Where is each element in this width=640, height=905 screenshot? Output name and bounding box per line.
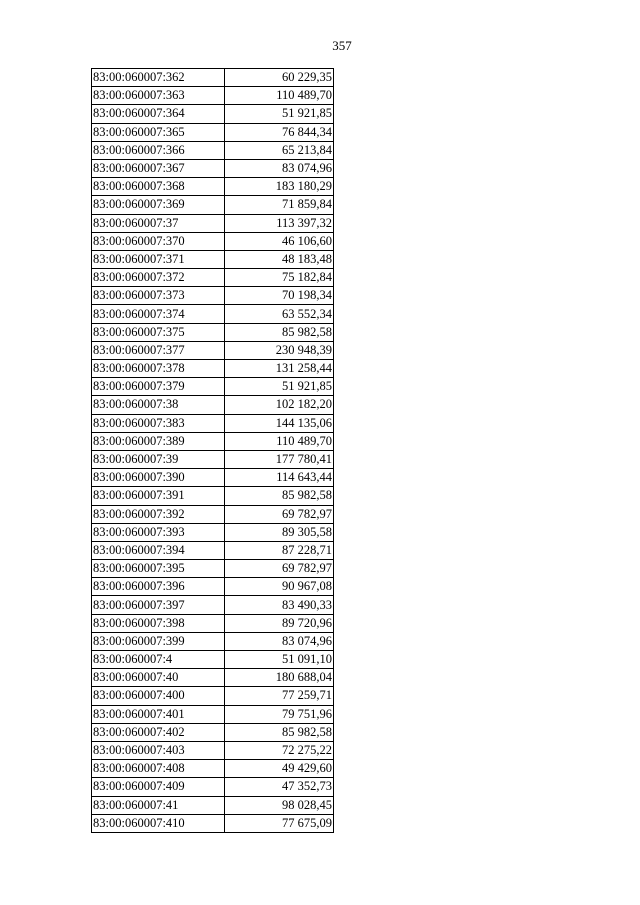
table-row [92,69,334,87]
table-row [92,105,334,123]
value-cell: 49 429,60 [225,760,334,778]
cadastral-number-cell: 83:00:060007:395 [92,560,225,578]
value-cell: 89 305,58 [225,523,334,541]
value-cell: 144 135,06 [225,414,334,432]
cadastral-number-cell: 83:00:060007:402 [92,723,225,741]
table-row [92,450,334,468]
cadastral-number-cell: 83:00:060007:393 [92,523,225,541]
table-row [92,432,334,450]
value-cell: 79 751,96 [225,705,334,723]
table-row [92,487,334,505]
table-row [92,523,334,541]
table-row [92,760,334,778]
cadastral-number-cell: 83:00:060007:38 [92,396,225,414]
value-cell: 183 180,29 [225,178,334,196]
cadastral-number-cell: 83:00:060007:400 [92,687,225,705]
cadastral-number-cell: 83:00:060007:362 [92,69,225,87]
table-row [92,214,334,232]
cadastral-number-cell: 83:00:060007:392 [92,505,225,523]
table-row [92,123,334,141]
table-row [92,632,334,650]
table-body [92,69,334,833]
table-row [92,469,334,487]
table-row [92,541,334,559]
cadastral-number-cell: 83:00:060007:373 [92,287,225,305]
cadastral-number-cell: 83:00:060007:398 [92,614,225,632]
value-cell: 98 028,45 [225,796,334,814]
table-row [92,578,334,596]
cadastral-number-cell: 83:00:060007:368 [92,178,225,196]
table-row [92,414,334,432]
cadastral-number-cell: 83:00:060007:377 [92,341,225,359]
table-row [92,505,334,523]
table-row [92,141,334,159]
value-cell: 46 106,60 [225,232,334,250]
cadastral-number-cell: 83:00:060007:397 [92,596,225,614]
table-row [92,87,334,105]
table-row [92,614,334,632]
table-row [92,159,334,177]
cadastral-number-cell: 83:00:060007:40 [92,669,225,687]
cadastral-number-cell: 83:00:060007:39 [92,450,225,468]
cadastral-number-cell: 83:00:060007:370 [92,232,225,250]
cadastral-number-cell: 83:00:060007:378 [92,360,225,378]
table-row [92,596,334,614]
table-row [92,560,334,578]
value-cell: 70 198,34 [225,287,334,305]
value-cell: 90 967,08 [225,578,334,596]
cadastral-number-cell: 83:00:060007:372 [92,269,225,287]
cadastral-number-cell: 83:00:060007:365 [92,123,225,141]
value-cell: 51 921,85 [225,378,334,396]
cadastral-number-cell: 83:00:060007:401 [92,705,225,723]
value-cell: 76 844,34 [225,123,334,141]
cadastral-number-cell: 83:00:060007:41 [92,796,225,814]
cadastral-number-cell: 83:00:060007:375 [92,323,225,341]
value-cell: 60 229,35 [225,69,334,87]
table-row [92,232,334,250]
table-row [92,741,334,759]
cadastral-number-cell: 83:00:060007:403 [92,741,225,759]
table-row [92,814,334,832]
cadastral-number-cell: 83:00:060007:364 [92,105,225,123]
cadastral-value-table [91,68,334,833]
value-cell: 69 782,97 [225,505,334,523]
table-row [92,196,334,214]
table-row [92,178,334,196]
cadastral-number-cell: 83:00:060007:409 [92,778,225,796]
value-cell: 48 183,48 [225,250,334,268]
page-number: 357 [332,38,352,53]
cadastral-number-cell: 83:00:060007:394 [92,541,225,559]
value-cell: 51 091,10 [225,651,334,669]
cadastral-number-cell: 83:00:060007:366 [92,141,225,159]
table-row [92,305,334,323]
value-cell: 77 675,09 [225,814,334,832]
cadastral-number-cell: 83:00:060007:383 [92,414,225,432]
cadastral-number-cell: 83:00:060007:371 [92,250,225,268]
table-row [92,323,334,341]
value-cell: 114 643,44 [225,469,334,487]
table-row [92,287,334,305]
cadastral-number-cell: 83:00:060007:408 [92,760,225,778]
cadastral-number-cell: 83:00:060007:389 [92,432,225,450]
table-row [92,360,334,378]
value-cell: 72 275,22 [225,741,334,759]
value-cell: 89 720,96 [225,614,334,632]
table-row [92,378,334,396]
cadastral-number-cell: 83:00:060007:369 [92,196,225,214]
table-row [92,669,334,687]
cadastral-number-cell: 83:00:060007:391 [92,487,225,505]
table-row [92,269,334,287]
value-cell: 63 552,34 [225,305,334,323]
value-cell: 87 228,71 [225,541,334,559]
cadastral-number-cell: 83:00:060007:367 [92,159,225,177]
table-row [92,796,334,814]
cadastral-number-cell: 83:00:060007:390 [92,469,225,487]
value-cell: 180 688,04 [225,669,334,687]
value-cell: 47 352,73 [225,778,334,796]
table-row [92,778,334,796]
table-row [92,396,334,414]
value-cell: 77 259,71 [225,687,334,705]
value-cell: 71 859,84 [225,196,334,214]
value-cell: 85 982,58 [225,323,334,341]
cadastral-number-cell: 83:00:060007:37 [92,214,225,232]
table-row [92,250,334,268]
value-cell: 83 074,96 [225,159,334,177]
value-cell: 230 948,39 [225,341,334,359]
table-row [92,341,334,359]
value-cell: 85 982,58 [225,487,334,505]
value-cell: 75 182,84 [225,269,334,287]
cadastral-number-cell: 83:00:060007:410 [92,814,225,832]
value-cell: 83 074,96 [225,632,334,650]
table-row [92,687,334,705]
value-cell: 69 782,97 [225,560,334,578]
cadastral-number-cell: 83:00:060007:4 [92,651,225,669]
value-cell: 110 489,70 [225,87,334,105]
value-cell: 83 490,33 [225,596,334,614]
value-cell: 65 213,84 [225,141,334,159]
cadastral-number-cell: 83:00:060007:399 [92,632,225,650]
cadastral-number-cell: 83:00:060007:396 [92,578,225,596]
cadastral-number-cell: 83:00:060007:374 [92,305,225,323]
table-row [92,651,334,669]
value-cell: 113 397,32 [225,214,334,232]
table-row [92,705,334,723]
value-cell: 85 982,58 [225,723,334,741]
value-cell: 177 780,41 [225,450,334,468]
value-cell: 131 258,44 [225,360,334,378]
cadastral-number-cell: 83:00:060007:379 [92,378,225,396]
table-row [92,723,334,741]
value-cell: 102 182,20 [225,396,334,414]
value-cell: 110 489,70 [225,432,334,450]
cadastral-number-cell: 83:00:060007:363 [92,87,225,105]
value-cell: 51 921,85 [225,105,334,123]
